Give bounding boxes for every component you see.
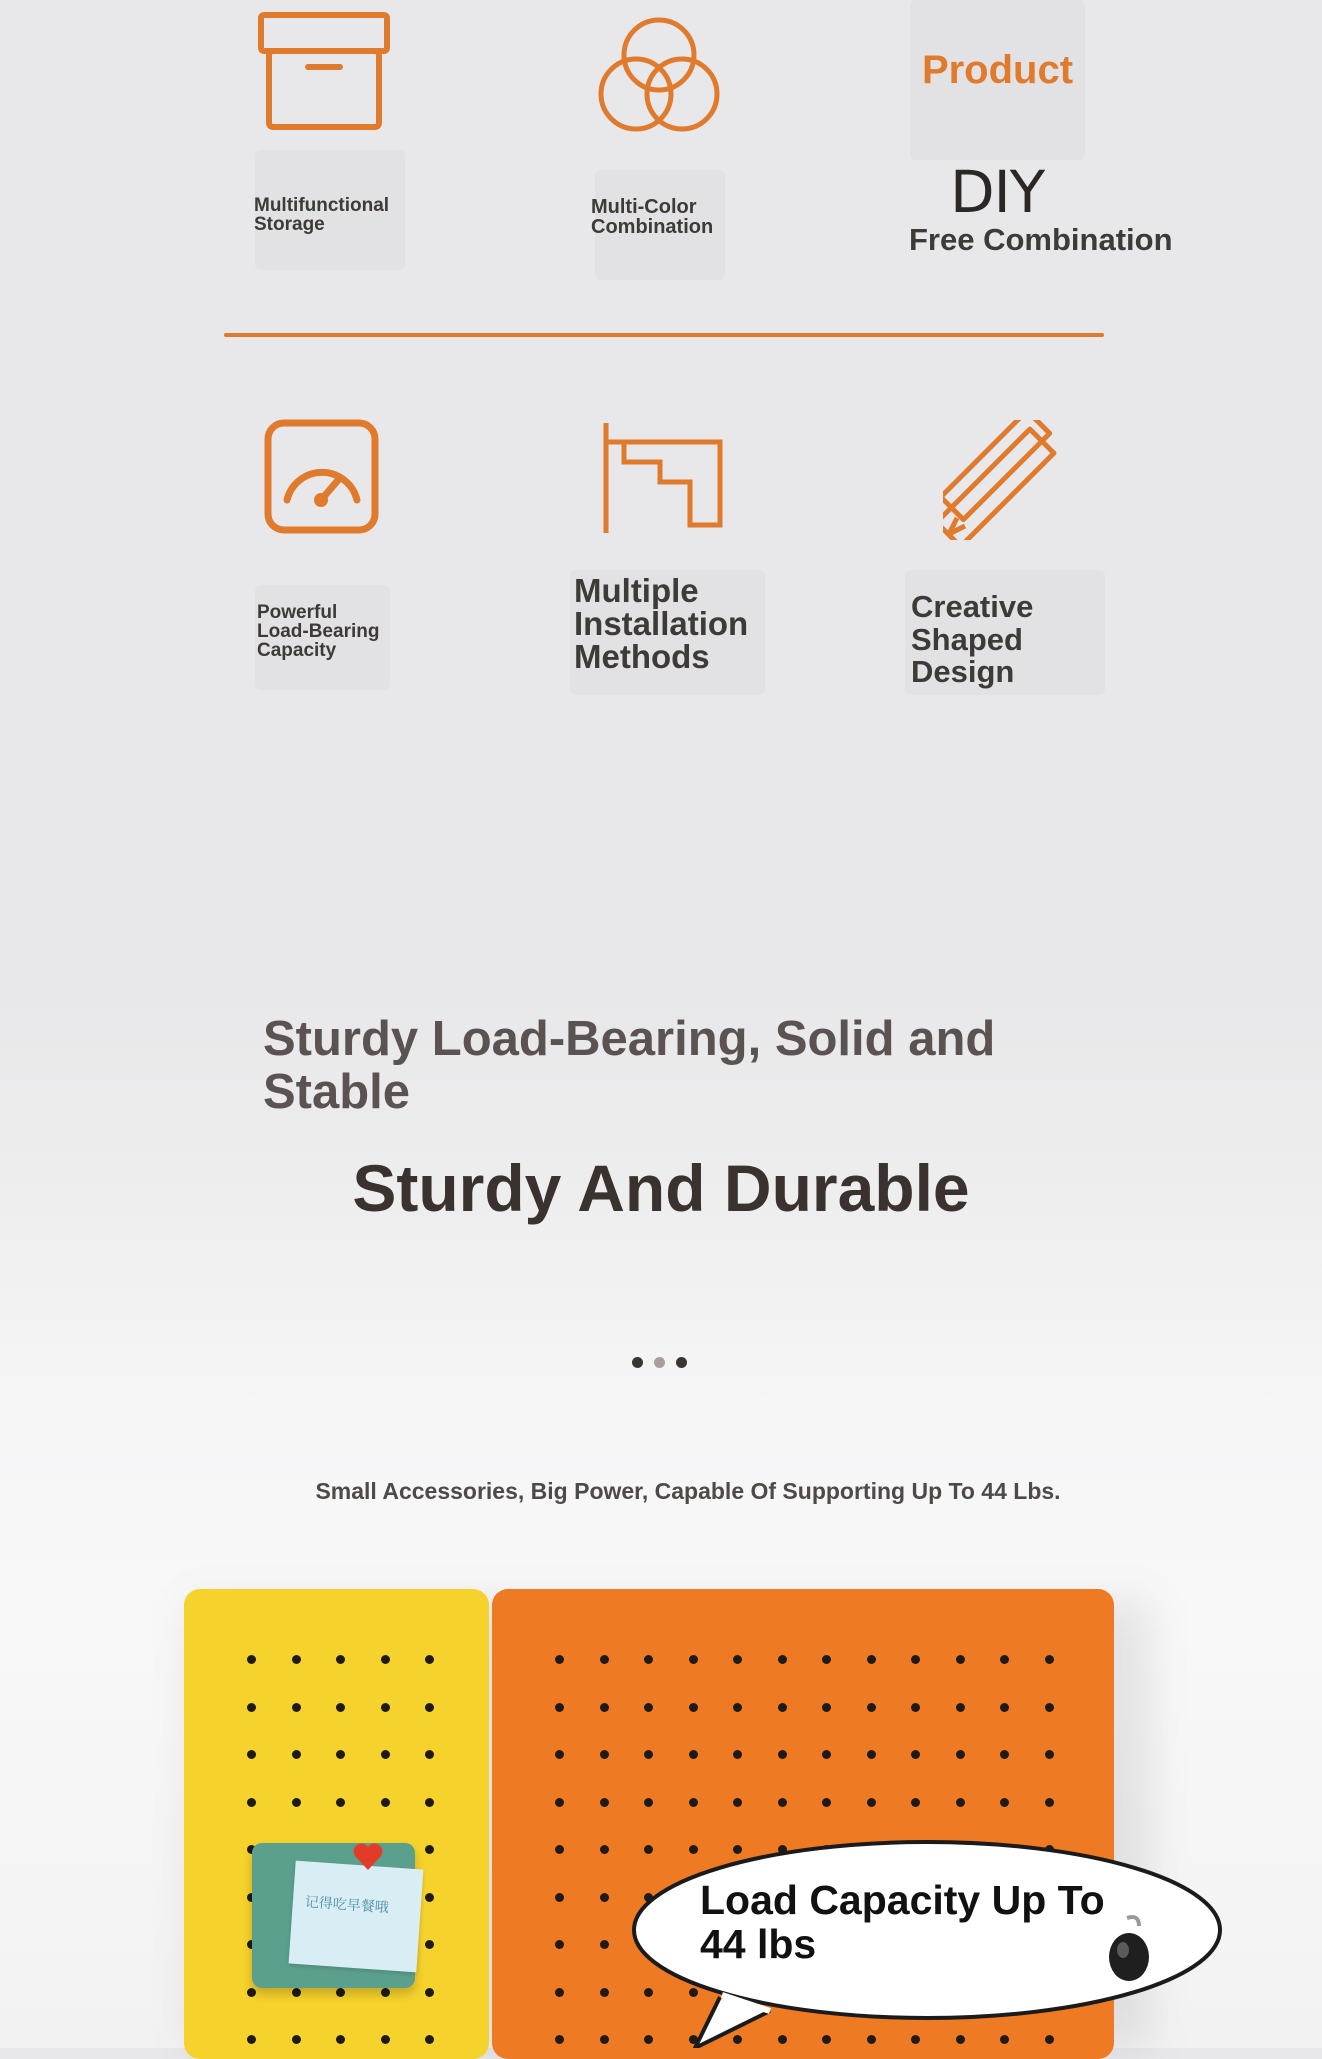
peg-hole — [425, 1750, 434, 1759]
peg-hole — [689, 1703, 698, 1712]
peg-hole — [822, 1655, 831, 1664]
section-subheading: Sturdy And Durable — [352, 1151, 970, 1225]
peg-hole — [555, 1750, 564, 1759]
gauge-icon — [262, 418, 382, 536]
peg-hole — [867, 1798, 876, 1807]
peg-hole — [1000, 1703, 1009, 1712]
peg-hole — [1045, 1655, 1054, 1664]
peg-hole — [689, 1655, 698, 1664]
peg-hole — [1000, 1655, 1009, 1664]
peg-hole — [247, 1798, 256, 1807]
peg-hole — [247, 1988, 256, 1997]
peg-hole — [956, 1798, 965, 1807]
peg-hole — [247, 1703, 256, 1712]
peg-hole — [555, 1703, 564, 1712]
peg-hole — [425, 1655, 434, 1664]
peg-hole — [292, 1655, 301, 1664]
section-caption: Small Accessories, Big Power, Capable Of Supporting Up To 44 Lbs. — [315, 1478, 1061, 1504]
peg-hole — [733, 1655, 742, 1664]
peg-hole — [911, 1703, 920, 1712]
peg-hole — [425, 1893, 434, 1902]
peg-hole — [1045, 1750, 1054, 1759]
peg-hole — [600, 1750, 609, 1759]
peg-hole — [911, 1750, 920, 1759]
peg-hole — [1000, 1750, 1009, 1759]
peg-hole — [336, 1655, 345, 1664]
feature-label-load-bearing: Powerful Load-Bearing Capacity — [257, 602, 380, 661]
peg-hole — [292, 2035, 301, 2044]
peg-hole — [425, 1940, 434, 1949]
peg-hole — [600, 1988, 609, 1997]
peg-hole — [600, 1798, 609, 1807]
peg-hole — [555, 1655, 564, 1664]
peg-hole — [778, 1750, 787, 1759]
yellow-pegboard — [184, 1589, 489, 2059]
peg-hole — [778, 1798, 787, 1807]
peg-hole — [689, 1798, 698, 1807]
product-title: Product — [921, 48, 1074, 92]
peg-hole — [555, 1893, 564, 1902]
peg-hole — [689, 1750, 698, 1759]
feature-label-creative-design: Creative Shaped Design — [911, 589, 1034, 690]
peg-hole — [956, 1703, 965, 1712]
peg-hole — [733, 1750, 742, 1759]
diy-mark: DIY — [950, 158, 1045, 226]
peg-hole — [867, 1750, 876, 1759]
peg-hole — [1045, 1798, 1054, 1807]
peg-hole — [425, 1845, 434, 1854]
peg-hole — [600, 1893, 609, 1902]
feature-label-storage: Multifunctional Storage — [254, 195, 390, 235]
peg-hole — [733, 1703, 742, 1712]
peg-hole — [1000, 1798, 1009, 1807]
peg-hole — [425, 1703, 434, 1712]
peg-hole — [956, 1655, 965, 1664]
peg-hole — [292, 1798, 301, 1807]
peg-hole — [381, 1703, 390, 1712]
peg-hole — [778, 1655, 787, 1664]
peg-hole — [555, 1988, 564, 1997]
feature-label-installation: Multiple Installation Methods — [574, 572, 749, 675]
peg-hole — [425, 1798, 434, 1807]
peg-hole — [956, 1750, 965, 1759]
peg-hole — [292, 1703, 301, 1712]
peg-hole — [247, 2035, 256, 2044]
note-card — [289, 1861, 424, 1973]
carousel-dot-2[interactable] — [654, 1357, 665, 1368]
peg-hole — [247, 1750, 256, 1759]
color-circles-icon — [592, 10, 727, 135]
peg-hole — [336, 1988, 345, 1997]
peg-hole — [911, 1798, 920, 1807]
installation-bracket-icon — [598, 420, 728, 538]
carousel-dot-1[interactable] — [632, 1357, 643, 1368]
peg-hole — [336, 1703, 345, 1712]
peg-hole — [600, 1845, 609, 1854]
peg-hole — [425, 2035, 434, 2044]
peg-hole — [911, 1655, 920, 1664]
peg-hole — [555, 1798, 564, 1807]
peg-hole — [733, 1798, 742, 1807]
peg-hole — [555, 1940, 564, 1949]
peg-hole — [600, 1655, 609, 1664]
peg-hole — [644, 1655, 653, 1664]
peg-hole — [555, 2035, 564, 2044]
peg-hole — [381, 1655, 390, 1664]
peg-hole — [867, 1655, 876, 1664]
storage-box-icon — [255, 10, 395, 135]
peg-hole — [600, 2035, 609, 2044]
peg-hole — [425, 1988, 434, 1997]
ruler-pencil-icon — [943, 420, 1063, 540]
section-divider — [224, 333, 1104, 337]
peg-hole — [555, 1845, 564, 1854]
peg-hole — [822, 1750, 831, 1759]
carousel-dot-3[interactable] — [676, 1357, 687, 1368]
peg-hole — [381, 1988, 390, 1997]
peg-hole — [822, 1798, 831, 1807]
section-heading: Sturdy Load-Bearing, Solid and Stable — [263, 1012, 996, 1119]
peg-hole — [822, 1703, 831, 1712]
peg-hole — [381, 2035, 390, 2044]
peg-hole — [336, 1798, 345, 1807]
peg-hole — [600, 1703, 609, 1712]
peg-hole — [292, 1988, 301, 1997]
peg-hole — [336, 1750, 345, 1759]
note-card-text: 记得吃早餐哦 — [304, 1894, 390, 1917]
peg-hole — [381, 1798, 390, 1807]
peg-hole — [381, 1750, 390, 1759]
peg-hole — [292, 1750, 301, 1759]
peg-hole — [867, 1703, 876, 1712]
hook-accessory-icon — [1105, 1912, 1155, 1984]
peg-hole — [778, 1703, 787, 1712]
feature-label-free-combination: Free Combination — [909, 222, 1173, 257]
heart-pin-icon — [350, 1838, 386, 1874]
peg-hole — [644, 1798, 653, 1807]
peg-hole — [247, 1655, 256, 1664]
peg-hole — [1045, 1703, 1054, 1712]
peg-hole — [600, 1940, 609, 1949]
peg-hole — [644, 1750, 653, 1759]
callout-text: Load Capacity Up To 44 lbs — [700, 1877, 1105, 1967]
peg-hole — [336, 2035, 345, 2044]
peg-hole — [644, 1703, 653, 1712]
feature-label-color: Multi-Color Combination — [591, 196, 714, 238]
